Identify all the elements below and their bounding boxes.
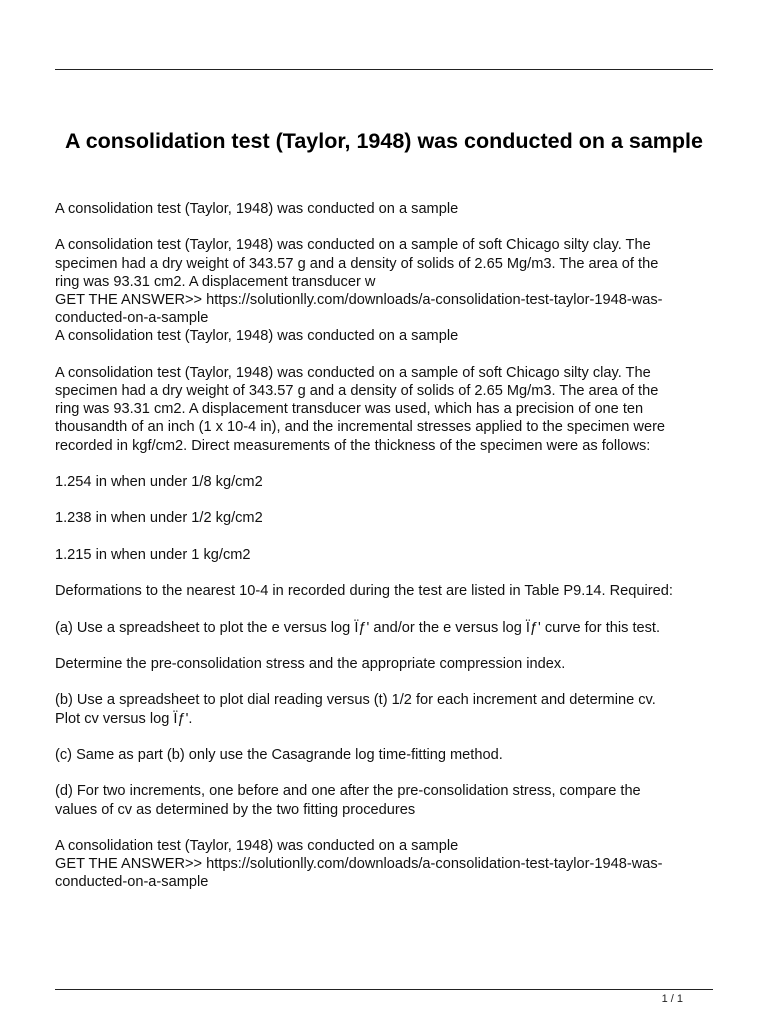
closing-paragraph: A consolidation test (Taylor, 1948) was conducted on a sample GET THE ANSWER>> https://solutionlly.com/downloads/a-consolidation-test-taylor-1948-was- conducted-on-a-sample xyxy=(55,837,663,891)
measurement-3: 1.215 in when under 1 kg/cm2 xyxy=(55,546,251,563)
document-body xyxy=(55,200,715,892)
measurement-1: 1.254 in when under 1/8 kg/cm2 xyxy=(55,474,263,490)
intro-line: A consolidation test (Taylor, 1948) was conducted on a sample xyxy=(55,201,459,217)
measurement-2: 1.238 in when under 1/2 kg/cm2 xyxy=(55,510,263,527)
header-rule xyxy=(55,69,713,70)
part-a-continued: Determine the pre-consolidation stress and the appropriate compression index. xyxy=(55,655,566,672)
summary-paragraph: A consolidation test (Taylor, 1948) was conducted on a sample of soft Chicago silty clay. The specimen had a dry weight of 343.57 g and a density of solids of 2.65 Mg/m3. The area of the ring was 93.31 cm2. A displacement transducer w GET THE ANSWER>> https://solutionlly.com/downloads/a-consolidation-test-taylor-1948-was- conducted-on-a-sample A consolidation test (Taylor, 1948) was conducted on a sample xyxy=(55,237,663,345)
part-c: (c) Same as part (b) only use the Casagrande log time-fitting method. xyxy=(55,746,503,763)
deformations-paragraph: Deformations to the nearest 10-4 in recorded during the test are listed in Table P9.14. Required: xyxy=(55,583,673,600)
page-number: 1 / 1 xyxy=(661,993,683,1005)
description-paragraph: A consolidation test (Taylor, 1948) was conducted on a sample of soft Chicago silty clay. The specimen had a dry weight of 343.57 g and a density of solids of 2.65 Mg/m3. The area of the ring was 93.31 cm2. A displacement transducer was used, which has a precision of one ten thousandth of an inch (1 x 10-4 in), and the incremental stresses applied to the specimen were recorded in kgf/cm2. Direct measurements of the thickness of the specimen were as follows: xyxy=(55,364,666,454)
page-title: A consolidation test (Taylor, 1948) was conducted on a sample xyxy=(65,129,703,153)
footer-rule xyxy=(55,989,713,990)
part-b: (b) Use a spreadsheet to plot dial reading versus (t) 1/2 for each increment and determine cv. Plot cv versus log Ïƒ'. xyxy=(55,692,656,727)
part-a: (a) Use a spreadsheet to plot the e versus log Ïƒ' and/or the e versus log Ïƒ' curve for this test. xyxy=(55,619,661,636)
part-d: (d) For two increments, one before and one after the pre-consolidation stress, compare the values of cv as determined by the two fitting procedures xyxy=(55,783,641,818)
